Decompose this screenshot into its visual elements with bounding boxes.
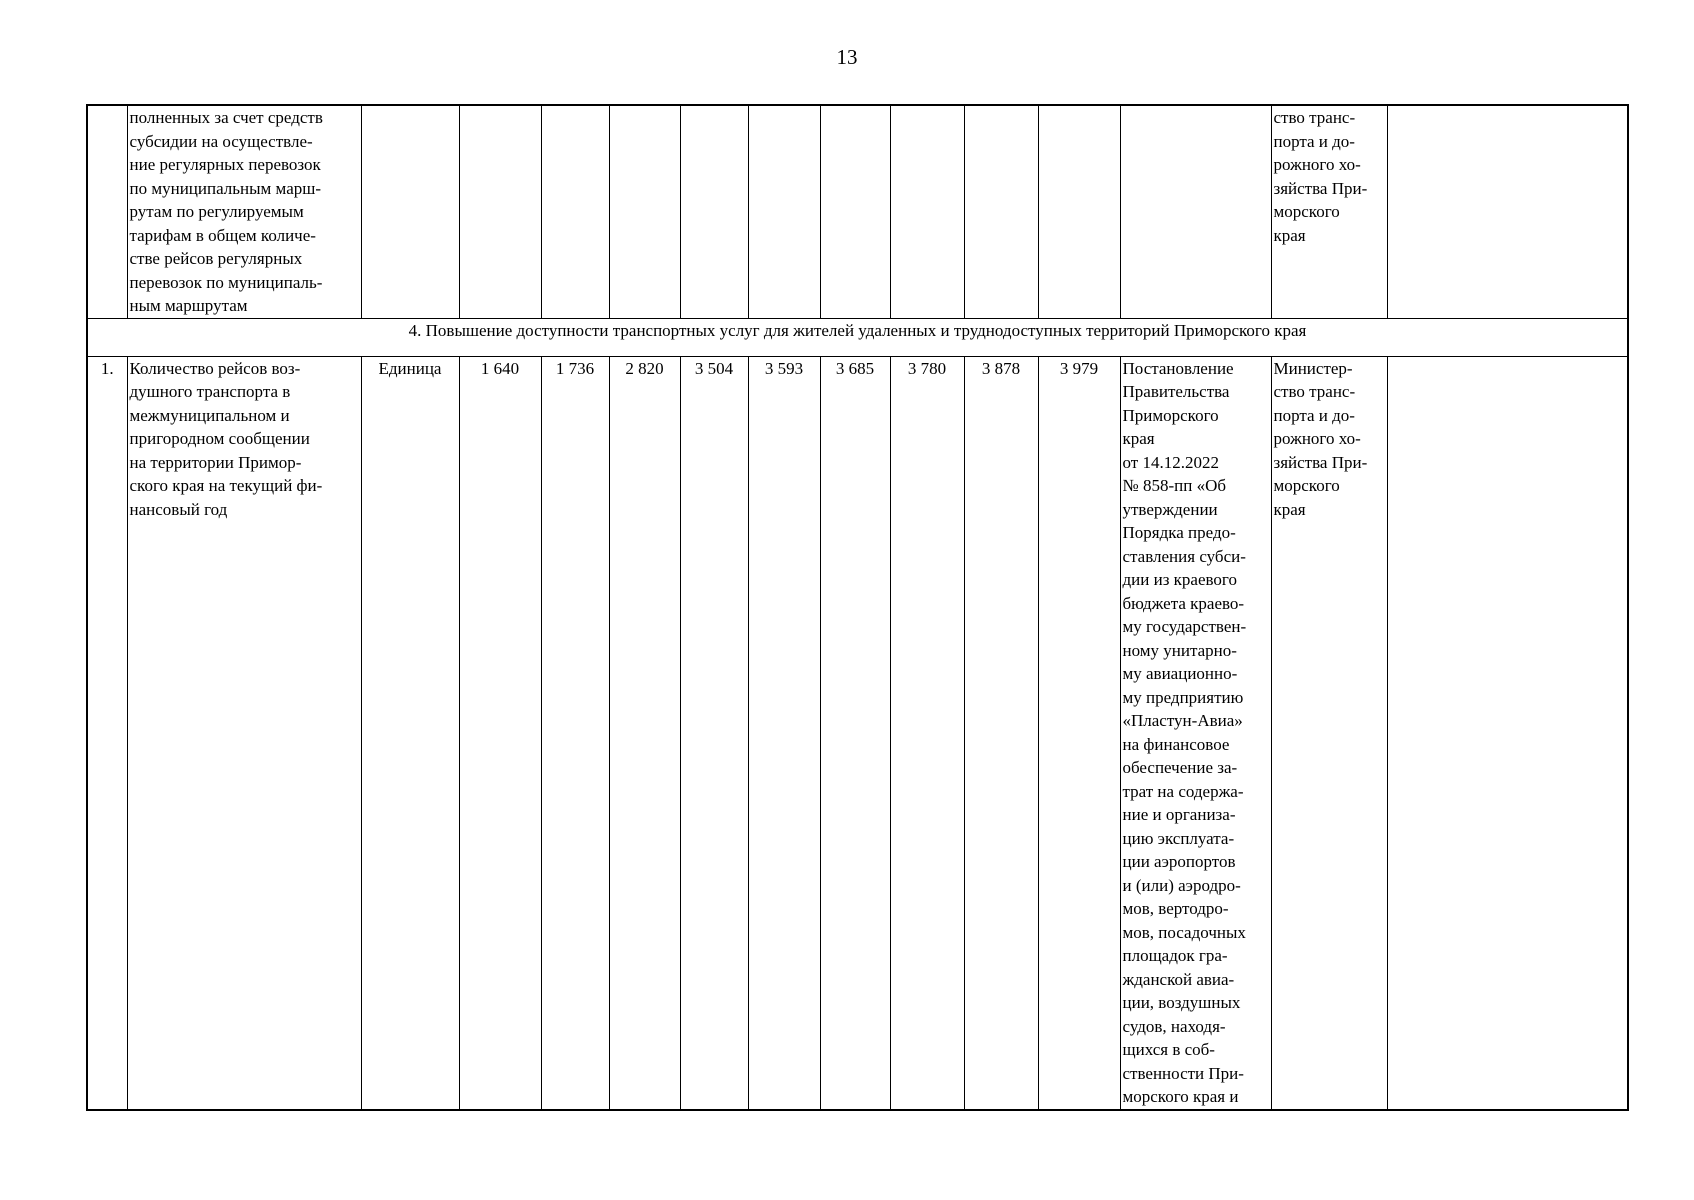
page-number: 13 xyxy=(836,45,858,69)
cell-number xyxy=(87,105,127,318)
cell-indicator: полненных за счет средств субсидии на осуществле- ние регулярных перевозок по муниципальным марш- рутам по регулируемым тарифам в общем количе- стве рейсов регулярных перевозок по муниципаль- ным маршрутам xyxy=(127,105,361,318)
cell-value xyxy=(609,105,680,318)
cell-extra xyxy=(1387,356,1628,1110)
section-title: 4. Повышение доступности транспортных услуг для жителей удаленных и труднодоступных территорий Приморского края xyxy=(87,318,1628,356)
cell-document xyxy=(1120,105,1271,318)
cell-indicator: Количество рейсов воз- душного транспорта в межмуниципальном и пригородном сообщении на территории Примор- ского края на текущий фи- нансовый год xyxy=(127,356,361,1110)
cell-value xyxy=(541,105,609,318)
indicators-table xyxy=(86,104,1629,1111)
cell-value: 3 878 xyxy=(964,356,1038,1110)
cell-value: 2 820 xyxy=(609,356,680,1110)
section-header-row xyxy=(87,318,1628,356)
table-row xyxy=(87,356,1628,1110)
cell-value: 1 640 xyxy=(459,356,541,1110)
cell-unit xyxy=(361,105,459,318)
cell-value: 3 979 xyxy=(1038,356,1120,1110)
cell-value xyxy=(964,105,1038,318)
cell-value xyxy=(1038,105,1120,318)
cell-value xyxy=(748,105,820,318)
cell-number: 1. xyxy=(87,356,127,1110)
cell-document: Постановление Правительства Приморского края от 14.12.2022 № 858-пп «Об утверждении Порядка предо- ставления субси- дии из краевого бюджета краево- му государствен- ному унитарно- му авиационно- му предприятию «Пластун-Авиа» на финансовое обеспечение за- трат на содержа- ние и организа- цию эксплуата- ции аэропортов и (или) аэродро- мов, вертодро- мов, посадочных площадок гра- жданской авиа- ции, воздушных судов, находя- щихся в соб- ственности При- морского края и xyxy=(1120,356,1271,1110)
cell-value: 3 780 xyxy=(890,356,964,1110)
table-row-continued xyxy=(87,105,1628,318)
cell-responsible: ство транс- порта и до- рожного хо- зяйства При- морского края xyxy=(1271,105,1387,318)
cell-value xyxy=(680,105,748,318)
cell-unit: Единица xyxy=(361,356,459,1110)
cell-value: 3 685 xyxy=(820,356,890,1110)
cell-value xyxy=(820,105,890,318)
cell-responsible: Министер- ство транс- порта и до- рожного хо- зяйства При- морского края xyxy=(1271,356,1387,1110)
cell-extra xyxy=(1387,105,1628,318)
cell-value: 1 736 xyxy=(541,356,609,1110)
cell-value: 3 504 xyxy=(680,356,748,1110)
cell-value xyxy=(459,105,541,318)
cell-value: 3 593 xyxy=(748,356,820,1110)
cell-value xyxy=(890,105,964,318)
